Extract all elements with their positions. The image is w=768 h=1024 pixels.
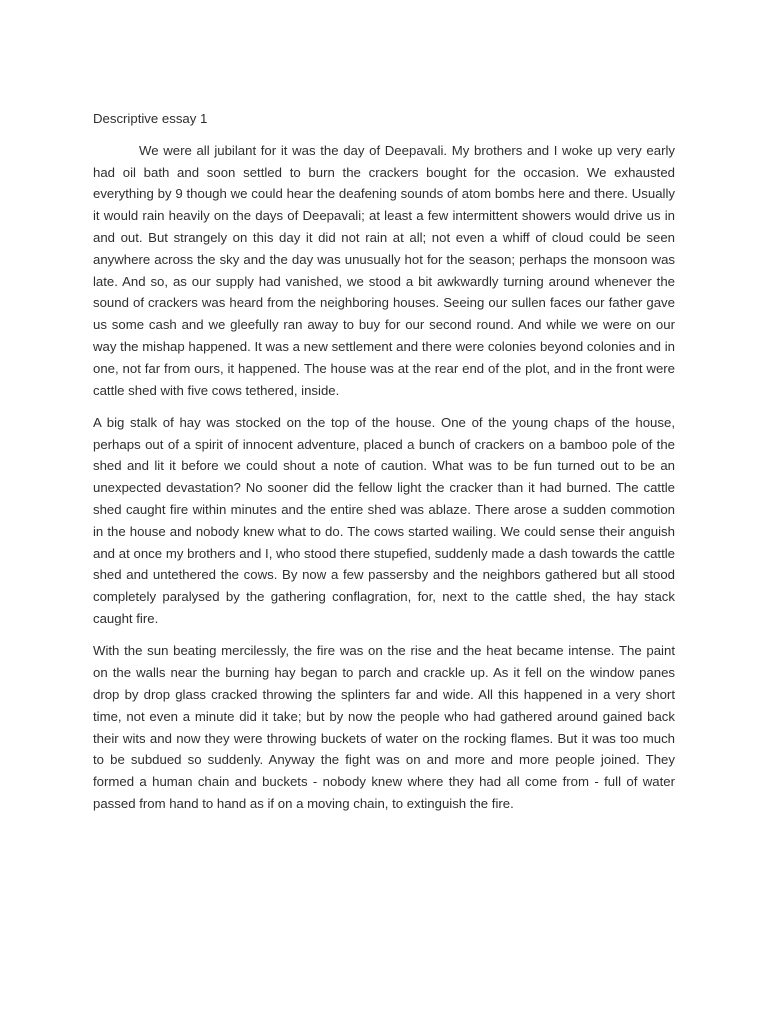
paragraph-1: We were all jubilant for it was the day of Deepavali. My brothers and I woke up very early had oil bath and soon settled to burn the crackers bought for the occasion. We exhausted everything by 9 though we could hear the deafening sounds of atom bombs here and there. Usually it would rain heavily on the days of Deepavali; at least a few intermittent showers would drive us in and out. But strangely on this day it did not rain at all; not even a whiff of cloud could be seen anywhere across the sky and the day was unusually hot for the season; perhaps the monsoon was late. And so, as our supply had vanished, we stood a bit awkwardly turning around whenever the sound of crackers was heard from the neighboring houses. Seeing our sullen faces our father gave us some cash and we gleefully ran away to buy for our second round. And while we were on our way the mishap happened. It was a new settlement and there were colonies beyond colonies and in one, not far from ours, it happened. The house was at the rear end of the plot, and in the front were cattle shed with five cows tethered, inside. [93,142,675,398]
document-title: Descriptive essay 1 [93,111,208,126]
document-page [93,108,675,825]
paragraph-3: With the sun beating mercilessly, the fire was on the rise and the heat became intense. The paint on the walls near the burning hay began to parch and crackle up. As it fell on the window panes drop by drop glass cracked throwing the splinters far and wide. All this happened in a very short time, not even a minute did it take; but by now the people who had gathered around gained back their wits and now they were throwing buckets of water on the rocking flames. But it was too much to be subdued so suddenly. Anyway the fight was on and more and more people joined. They formed a human chain and buckets - nobody knew where they had all come from - full of water passed from hand to hand as if on a moving chain, to extinguish the fire. [93,643,675,811]
paragraph-2: A big stalk of hay was stocked on the top of the house. One of the young chaps of the house, perhaps out of a spirit of innocent adventure, placed a bunch of crackers on a bamboo pole of the shed and lit it before we could shout a note of caution. What was to be fun turned out to be an unexpected devastation? No sooner did the fellow light the cracker than it had burned. The cattle shed caught fire within minutes and the entire shed was ablaze. There arose a sudden commotion in the house and nobody knew what to do. The cows started wailing. We could sense their anguish and at once my brothers and I, who stood there stupefied, suddenly made a dash towards the cattle shed and untethered the cows. By now a few passersby and the neighbors gathered but all stood completely paralysed by the gathering conflagration, for, next to the cattle shed, the hay stack caught fire. [93,414,675,627]
